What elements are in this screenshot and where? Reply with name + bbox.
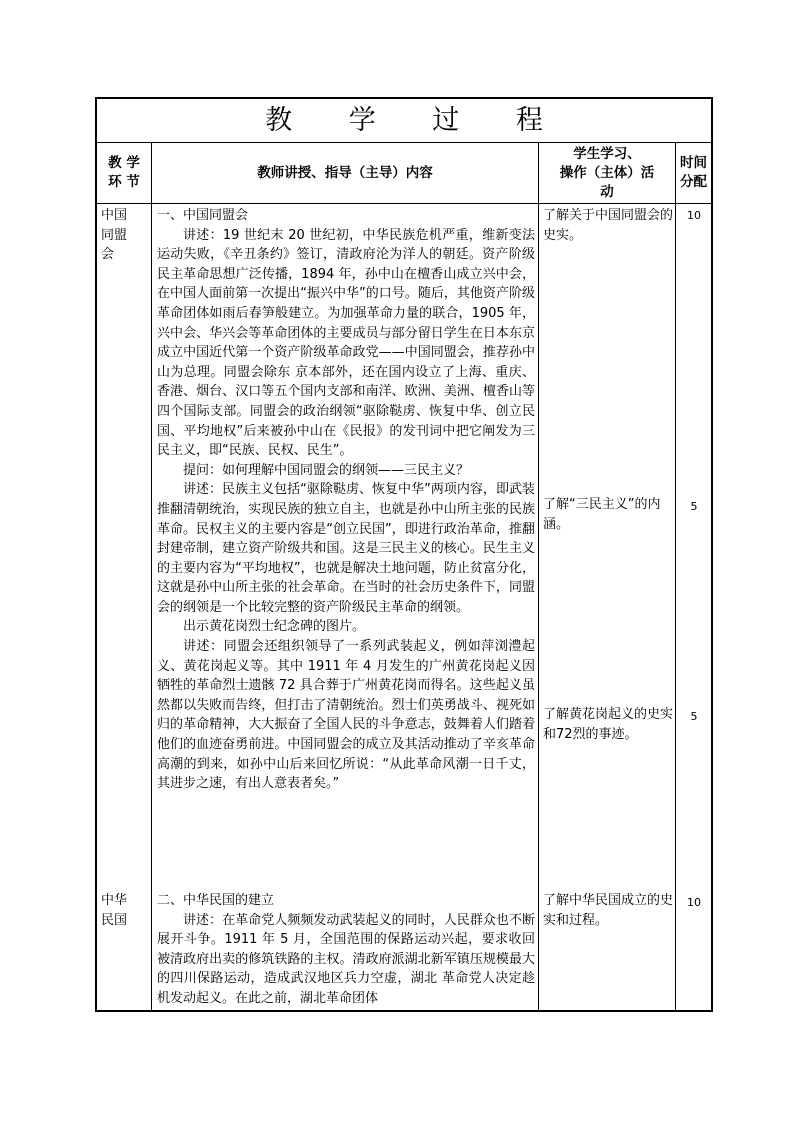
stage-label-2: 中华 民国 (101, 893, 128, 928)
paragraph: 讲述：19 世纪末 20 世纪初，中华民族危机严重，维新变法运动失败，《辛丑条约》签订，清政府沦为洋人的朝廷。资产阶级民主革命思想广泛传播，1894 年，孙中山在檀香山成立兴中会，在中国人面前第一次提出“振兴中华”的口号。随后，其他资产阶级革命团体如雨后春笋般建立。为加强革命力量的联合，1905 年，兴中会、华兴会等革命团体的主要成员与部分留日学生在日本东京成立中国近代第一个资产阶级革命政党——中国同盟会，推荐孙中山为总理。同盟会除东 京本部外，还在国内设立了上海、重庆、香港、烟台、汉口等五个国内支部和南洋、欧洲、美洲、檀香山等四个国际支部。同盟会的政治纲领“驱除鞑虏、恢复中华、创立民国、平均地权”后来被孙中山在《民报》的发刊词中把它阐发为三民主义，即“民族、民权、民生”。 (157, 227, 535, 459)
teacher-content-1 (157, 206, 535, 794)
grid-line (538, 143, 539, 1010)
table-title: 教 学 过 程 (97, 99, 711, 143)
header-stage: 教 学 环 节 (108, 155, 140, 190)
student-activity: 了解关于中国同盟会的史实。 (543, 208, 674, 243)
grid-line (675, 143, 676, 1010)
paragraph: 出示黄花岗烈士纪念碑的图片。 (183, 619, 366, 635)
time-allocation: 5 (690, 500, 698, 513)
student-activity: 了解“三民主义”的内涵。 (543, 497, 661, 532)
paragraph: 讲述：同盟会还组织领导了一系列武装起义，例如萍浏澧起义、黄花岗起义等。其中 1911 年 4 月发生的广州黄花岗起义因牺牲的革命烈士遗骸 72 具合葬于广州黄花岗而得名。这些起义虽然都以失败而告终，但打击了清朝统治。烈士们英勇战斗、视死如归的革命精神，大大振奋了全国人民的斗争意志，鼓舞着人们踏着他们的血迹奋勇前进。中国同盟会的成立及其活动推动了辛亥革命高潮的到来，如孙中山后来回忆所说：“从此革命风潮一日千丈，其进步之速，有出人意表者矣。” (157, 639, 535, 792)
student-activity: 了解黄花岗起义的史实和72烈的事迹。 (543, 707, 674, 742)
grid-line (97, 203, 711, 204)
section-heading-1: 一、中国同盟会 (157, 208, 249, 223)
paragraph: 讲述：民族主义包括“驱除鞑虏、恢复中华”两项内容，即武装推翻清朝统治，实现民族的独立自主，也就是孙中山所主张的民族革命。民权主义的主要内容是“创立民国”，即进行政治革命，推翻封建帝制，建立资产阶级共和国。这是三民主义的核心。民生主义的主要内容为“平均地权”，也就是解决土地问题，防止贫富分化，这就是孙中山所主张的社会革命。在当时的社会历史条件下，同盟会的纲领是一个比较完整的资产阶级民主革命的纲领。 (157, 482, 535, 615)
stage-label-1: 中国 同盟 会 (101, 208, 128, 263)
time-allocation: 10 (687, 896, 701, 909)
section-heading-2: 二、中华民国的建立 (157, 893, 275, 908)
paragraph: 讲述：在革命党人频频发动武装起义的同时，人民群众也不断展开斗争。1911 年 5 月，全国范围的保路运动兴起，要求收回被清政府出卖的修筑铁路的主权。清政府派湖北新军镇压规模最大的四川保路运动，造成武汉地区兵力空虚，湖北 革命党人决定趁机发动起义。在此之前，湖北革命团体 (157, 912, 535, 1006)
question: 提问：如何理解中国同盟会的纲领——三民主义？ (183, 462, 470, 478)
lesson-process-table (95, 97, 713, 1012)
header-teacher-content: 教师讲授、指导（主导）内容 (257, 164, 433, 181)
time-allocation: 10 (687, 209, 701, 222)
header-student-activity: 学生学习、 操作（主体）活 动 (559, 145, 655, 200)
grid-line (151, 143, 152, 1010)
time-allocation: 5 (690, 710, 698, 723)
header-time: 时间 分配 (680, 155, 707, 190)
student-activity: 了解中华民国成立的史实和过程。 (543, 893, 674, 928)
teacher-content-2 (157, 891, 535, 1009)
